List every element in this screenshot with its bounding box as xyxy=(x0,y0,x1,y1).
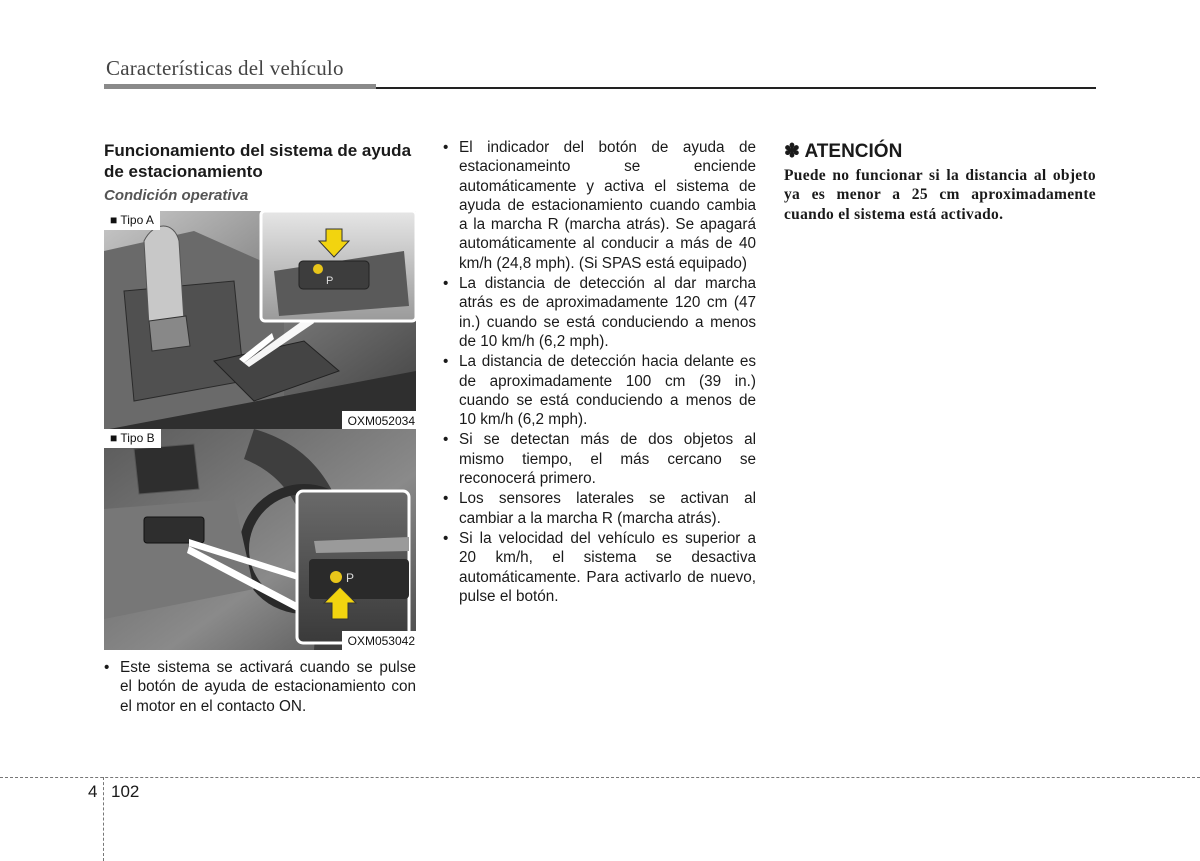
bullet-item xyxy=(443,274,756,351)
bullet-item xyxy=(443,138,756,273)
chapter-number: 4 xyxy=(88,782,98,801)
attention-box xyxy=(784,140,1096,224)
bullet-item xyxy=(443,430,756,488)
bullet-dot: • xyxy=(443,353,449,371)
figure-code-a: OXM052034 xyxy=(342,411,416,430)
header-rule-thin xyxy=(376,87,1096,89)
bullet-text: Este sistema se activará cuando se pulse el botón de ayuda de estacionamiento con el motor en el contacto ON. xyxy=(120,659,416,715)
console-illustration-a xyxy=(104,211,416,430)
bullet-item xyxy=(443,529,756,606)
column-left-bullets xyxy=(104,658,416,716)
bullet-dot: • xyxy=(443,139,449,156)
figure-type-a xyxy=(104,211,416,430)
page-number: 102 xyxy=(111,782,140,801)
bullet-dot: • xyxy=(443,490,449,508)
figure-tag-b: ■ Tipo B xyxy=(104,429,161,448)
bullet-item xyxy=(104,658,416,716)
header-rule-thick xyxy=(104,84,376,89)
bullet-text: Si se detectan más de dos objetos al mismo tiempo, el más cercano se reconocerá primero. xyxy=(459,431,756,488)
bullet-text: La distancia de detección al dar marcha atrás es de aproximadamente 120 cm (47 in.) cuando se está conduciendo a menos de 10 km/h (6,2 mph). xyxy=(459,275,756,350)
bullet-dot: • xyxy=(443,529,449,547)
column-middle xyxy=(443,138,756,607)
figure-tag-a: ■ Tipo A xyxy=(104,211,160,230)
bullet-dot: • xyxy=(104,659,110,676)
bullet-text: Los sensores laterales se activan al cambiar a la marcha R (marcha atrás). xyxy=(459,490,756,527)
indicator-light xyxy=(313,264,323,274)
dashboard-illustration-b xyxy=(104,429,416,650)
figure-type-b xyxy=(104,429,416,650)
bullet-text: El indicador del botón de ayuda de estacionameinto se enciende automáticamente y activa el sistema de ayuda de estacionamiento cuando cambia a la marcha R (marcha atrás). Se apagará automáticamente al conducir a más de 40 km/h (24,8 mph). (Si SPAS está equipado) xyxy=(459,139,756,272)
footer-vertical-divider xyxy=(103,777,104,861)
indicator-light xyxy=(330,571,342,583)
attention-heading: ✽ ATENCIÓN xyxy=(784,141,903,162)
bullet-item xyxy=(443,489,756,528)
page-header-title: Características del vehículo xyxy=(106,56,344,80)
bullet-item xyxy=(443,352,756,429)
footer-divider xyxy=(0,777,1200,778)
figure-code-b: OXM053042 xyxy=(342,631,416,650)
section-heading: Funcionamiento del sistema de ayuda de estacionamiento xyxy=(104,141,412,181)
attention-body: Puede no funcionar si la distancia al objeto ya es menor a 25 cm aproximadamente cuando el sistema está activado. xyxy=(784,167,1096,223)
inset-zoom-b xyxy=(297,491,409,643)
column-left xyxy=(104,140,416,204)
inset-zoom-a xyxy=(261,211,416,321)
button-p-label: P xyxy=(326,275,334,287)
bullet-dot: • xyxy=(443,275,449,293)
bullet-text: Si la velocidad del vehículo es superior a 20 km/h, el sistema se desactiva automáticamente. Para activarlo de nuevo, pulse el botón. xyxy=(459,529,756,605)
section-subheading: Condición operativa xyxy=(104,187,249,204)
bullet-dot: • xyxy=(443,431,449,449)
button-p-label: P xyxy=(346,571,355,585)
bullet-text: La distancia de detección hacia delante es de aproximadamente 100 cm (39 in.) cuando se está conduciendo a menos de 10 km/h (6,2 mph). xyxy=(459,353,756,429)
